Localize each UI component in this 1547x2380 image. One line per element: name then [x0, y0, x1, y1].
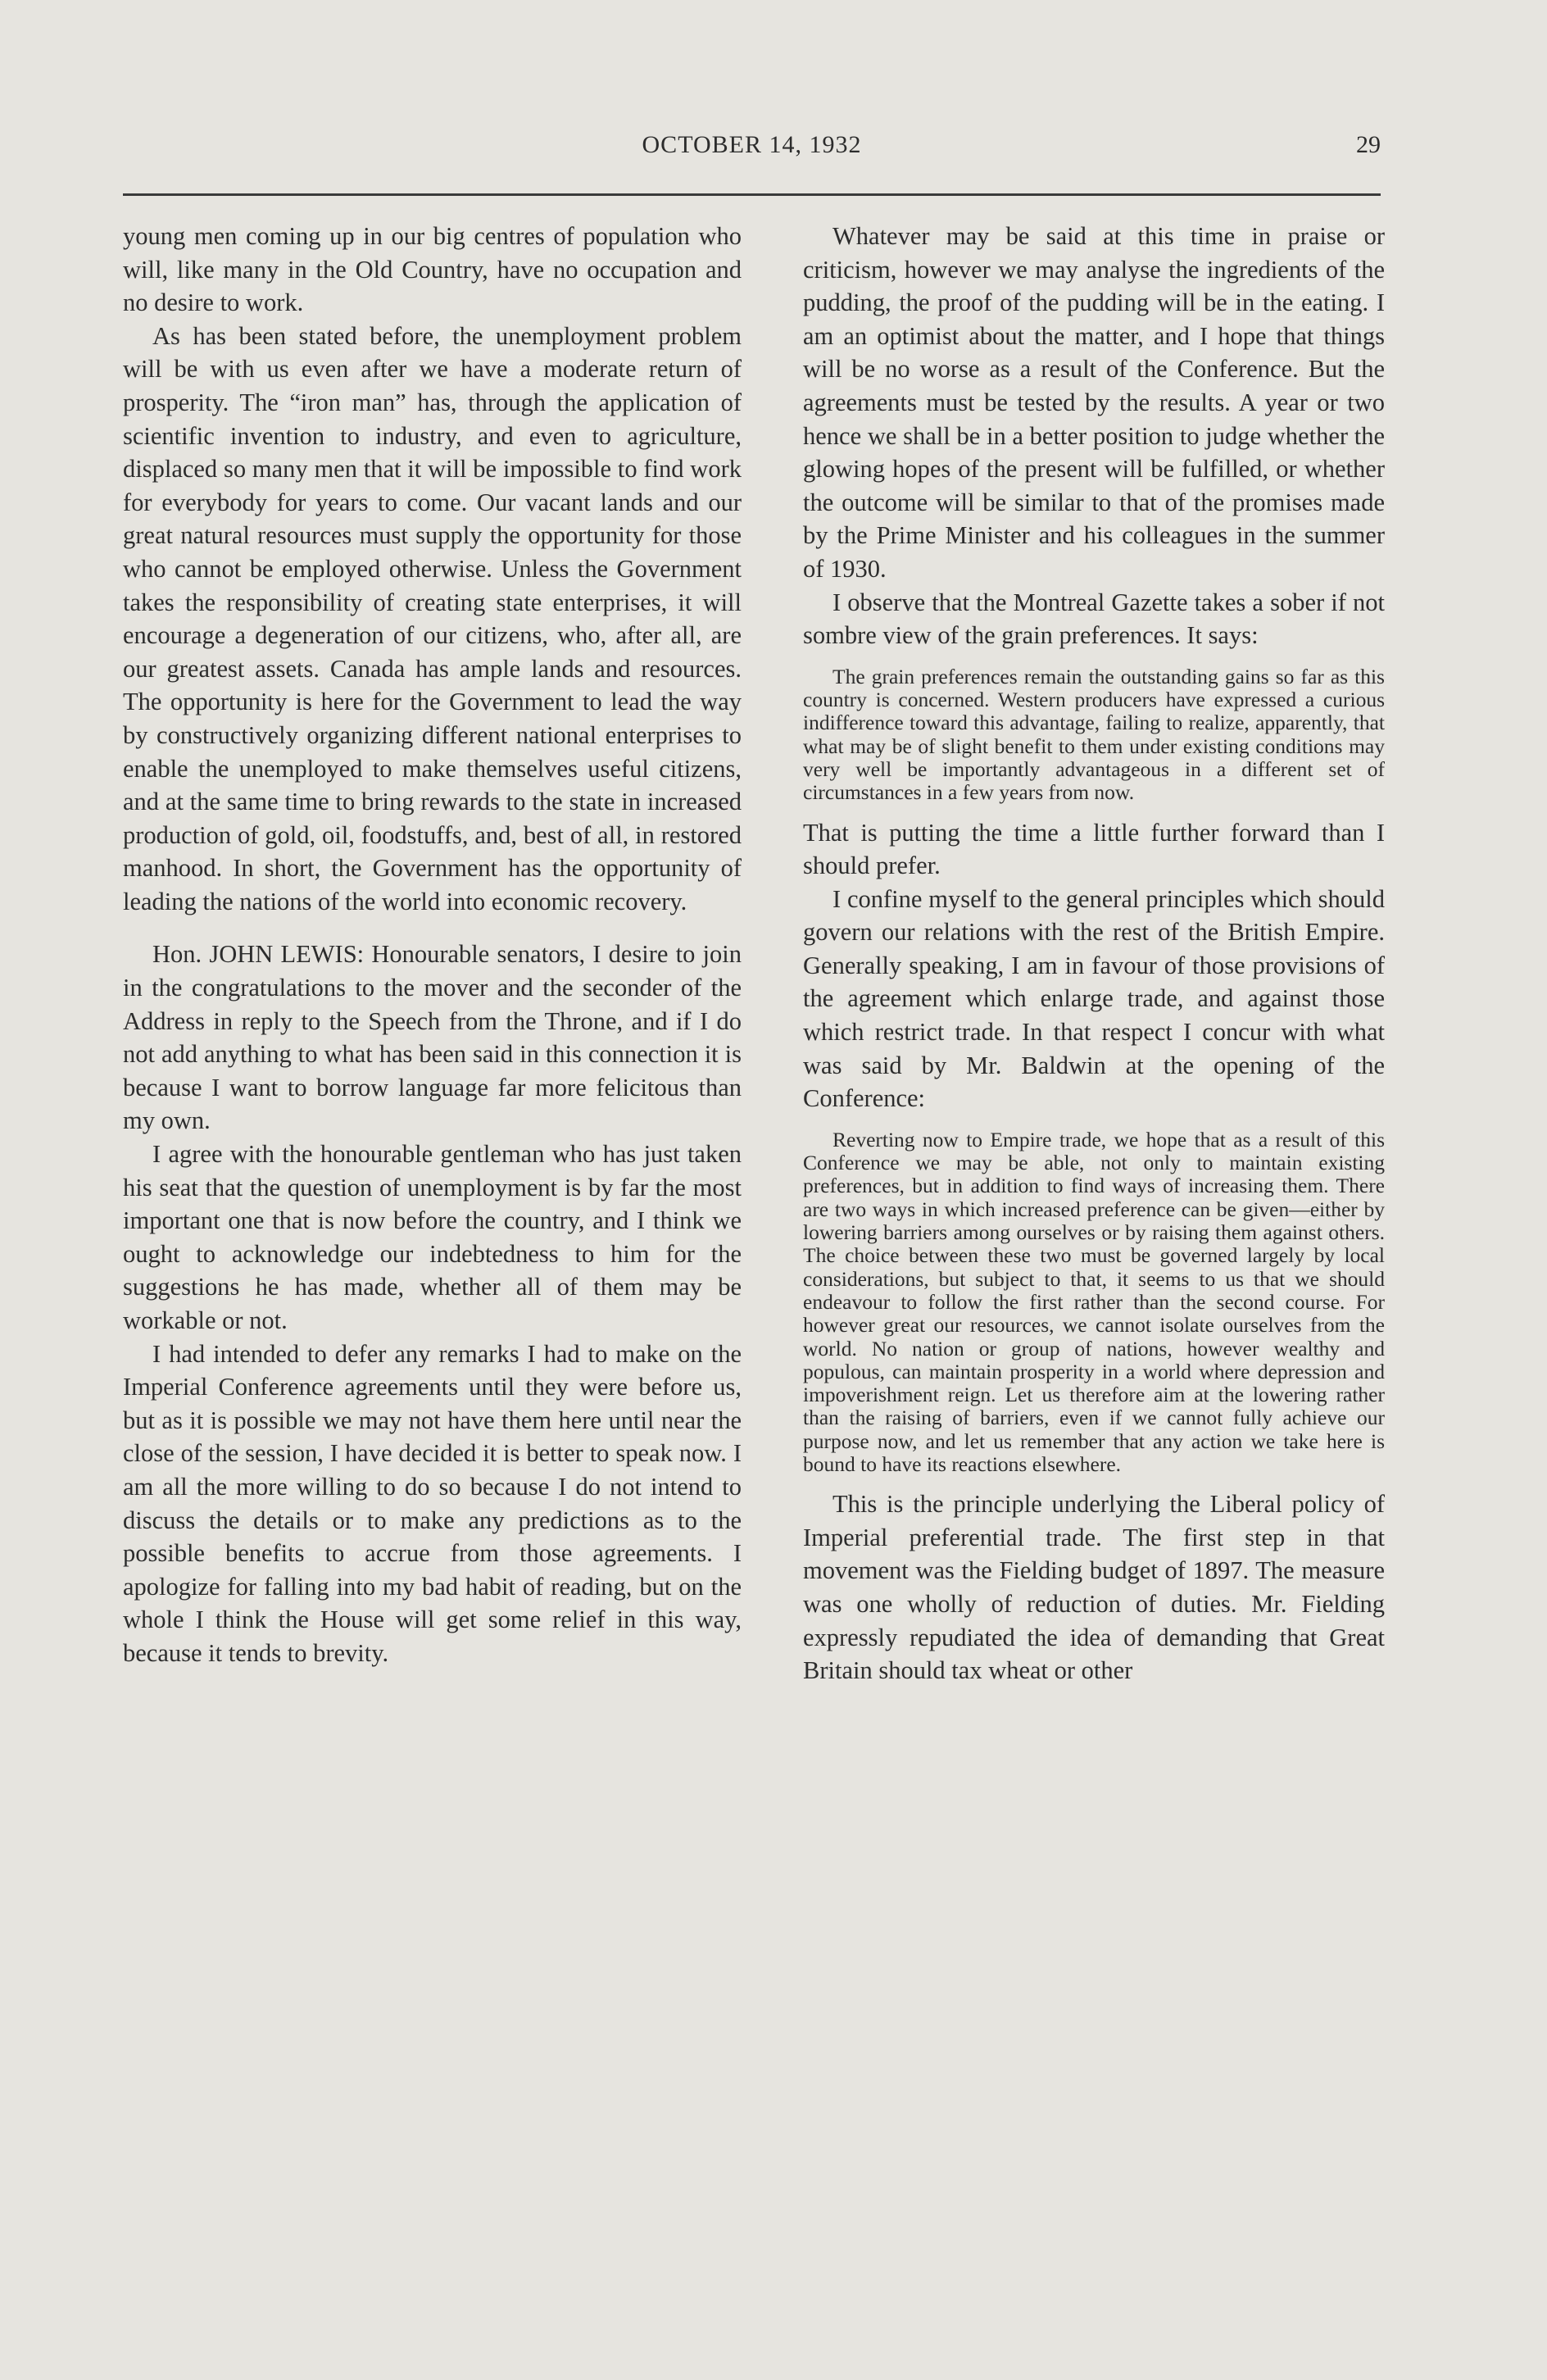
paragraph: I confine myself to the general principles which should govern our relations with the rest of the British Empire. Generally speaking, I am in favour of those provisions of the agreement which enlarge trade, and against those which restrict trade. In that respect I concur with what was said by Mr. Baldwin at the opening of the Conference: [803, 884, 1385, 1113]
header-rule [123, 193, 1381, 196]
paragraph: I agree with the honourable gentleman who has just taken his seat that the question of unemployment is by far the most important one that is now before the country, and I think we ought to acknowledge our indebtedness to him for the suggestions he has made, whether all of them may be workable or not. [123, 1140, 742, 1334]
paragraph: I had intended to defer any remarks I had to make on the Imperial Conference agreements until they were before us, but as it is possible we may not have them here until near the close of the session, I have decided it is better to speak now. I am all the more willing to do so because I do not intend to discuss the details or to make any predictions as to the possible benefits to accrue from those agreements. I apologize for falling into my bad habit of reading, but on the whole I think the House will get some relief in this way, because it tends to brevity. [123, 1339, 742, 1667]
paragraph: That is putting the time a little further forward than I should prefer. [803, 818, 1385, 880]
page-number: 29 [1356, 131, 1381, 158]
paragraph: I observe that the Montreal Gazette takes a sober if not sombre view of the grain preferences. It says: [803, 588, 1385, 650]
right-column [803, 220, 1385, 1687]
paragraph: young men coming up in our big centres of population who will, like many in the Old Country, have no occupation and no desire to work. [123, 222, 742, 317]
header-date: OCTOBER 14, 1932 [642, 131, 862, 158]
paragraph: Hon. JOHN LEWIS: Honourable senators, I desire to join in the congratulations to the mover and the seconder of the Address in reply to the Speech from the Throne, and if I do not add anything to what has been said in this connection it is because I want to borrow language far more felicitous than my own. [123, 940, 742, 1135]
page-header [123, 131, 1381, 172]
paragraph: As has been stated before, the unemployment problem will be with us even after we have a moderate return of prosperity. The “iron man” has, through the application of scientific invention to industry, and even to agriculture, displaced so many men that it will be impossible to find work for everybody for years to come. Our vacant lands and our great natural resources must supply the opportunity for those who cannot be employed otherwise. Unless the Government takes the responsibility of creating state enterprises, it will encourage a degeneration of our citizens, who, after all, are our greatest assets. Canada has ample lands and resources. The opportunity is here for the Government to lead the way by constructively organizing different national enterprises to enable the unemployed to make themselves useful citizens, and at the same time to bring rewards to the state in increased production of gold, oil, foodstuffs, and, best of all, in restored manhood. In short, the Government has the opportunity of leading the nations of the world into economic recovery. [123, 321, 742, 915]
paragraph: This is the principle underlying the Liberal policy of Imperial preferential trade. The first step in that movement was the Fielding budget of 1897. The measure was one wholly of reduction of duties. Mr. Fielding expressly repudiated the idea of demanding that Great Britain should tax wheat or other [803, 1490, 1385, 1685]
block-quote: The grain preferences remain the outstanding gains so far as this country is concerned. Western producers have expressed a curious indifference toward this advantage, failing to realize, apparently, that what may be of slight benefit to them under existing conditions may very well be importantly advantageous in a different set of circumstances in a few years from now. [803, 664, 1385, 805]
paragraph: Whatever may be said at this time in praise or criticism, however we may analyse the ingredients of the pudding, the proof of the pudding will be in the eating. I am an optimist about the matter, and I hope that things will be no worse as a result of the Conference. But the agreements must be tested by the results. A year or two hence we shall be in a better position to judge whether the glowing hopes of the present will be fulfilled, or whether the outcome will be similar to that of the promises made by the Prime Minister and his colleagues in the summer of 1930. [803, 222, 1385, 583]
block-quote: Reverting now to Empire trade, we hope that as a result of this Conference we may be able, not only to maintain existing preferences, but in addition to find ways of increasing them. There are two ways in which increased preference can be given—either by lowering barriers among ourselves or by raising them against others. The choice between these two must be governed largely by local considerations, but subject to that, it seems to us that we should endeavour to follow the first rather than the second course. For however great our resources, we cannot isolate ourselves from the world. No nation or group of nations, however wealthy and populous, can maintain prosperity in a world where depression and impoverishment reign. Let us therefore aim at the lowering rather than the raising of barriers, even if we cannot fully achieve our purpose now, and let us remember that any action we take here is bound to have its reactions elsewhere. [803, 1127, 1385, 1476]
left-column [123, 220, 742, 1670]
